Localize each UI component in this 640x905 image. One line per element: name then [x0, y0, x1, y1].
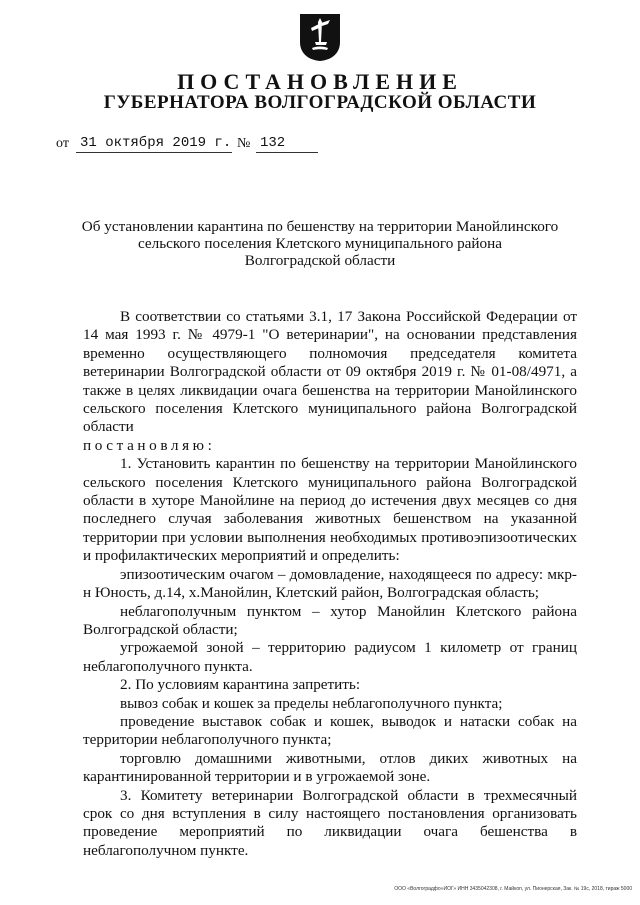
document-body	[83, 308, 577, 860]
number-prefix: №	[237, 136, 251, 151]
title-line: сельского поселения Клетского муниципального района	[137, 235, 503, 252]
printer-imprint: ООО «Волгоградфо»ИОГ» ИНН 3435042308, г. Майкоп, ул. Пионерская, Зак. № 19с, 2018, тираж 5000	[394, 886, 632, 892]
document-type-heading: ПОСТАНОВЛЕНИЕ	[177, 69, 463, 94]
epizootic-focus-paragraph: эпизоотическим очагом – домовладение, находящееся по адресу: мкр-н Юность, д.14, х.Манойлин, Клетский район, Волгоградская область;	[83, 565, 577, 602]
clause-1-paragraph: 1. Установить карантин по бешенству на территории Манойлинского сельского поселения Клетского муниципального района Волгоградской области в хуторе Манойлине на период до истечения двух месяцев со дня последнего случая заболевания животных бешенством на указанной территории при условии выполнения необходимых противоэпизоотических и профилактических мероприятий и определить:	[83, 455, 577, 565]
ban-trade-paragraph: торговлю домашними животными, отлов диких животных на карантинированной территории и в угрожаемой зоне.	[83, 749, 577, 786]
clause-3-paragraph: 3. Комитету ветеринарии Волгоградской области в трехмесячный срок со дня вступления в силу настоящего постановления организовать проведение мероприятий по ликвидации очага бешенства в неблагополучном пункте.	[83, 786, 577, 859]
clause-2-paragraph: 2. По условиям карантина запретить:	[120, 676, 361, 694]
issuer-heading: ГУБЕРНАТОРА ВОЛГОГРАДСКОЙ ОБЛАСТИ	[103, 92, 537, 113]
document-date: 31 октября 2019 г.	[76, 134, 232, 153]
date-prefix: от	[56, 136, 69, 151]
threatened-zone-paragraph: угрожаемой зоной – территорию радиусом 1 километр от границ неблагополучного пункта.	[83, 639, 577, 675]
document-number: 132	[256, 134, 318, 153]
title-line: Об установлении карантина по бешенству на территории Манойлинского	[81, 218, 559, 235]
title-line: Волгоградской области	[244, 252, 396, 269]
document-title	[60, 218, 580, 269]
unfavorable-point-paragraph: неблагополучным пунктом – хутор Манойлин Клетского района Волгоградской области;	[83, 602, 577, 638]
ban-exhibitions-paragraph: проведение выставок собак и кошек, выводок и натаски собак на территории неблагополучного пункта;	[83, 712, 577, 749]
preamble-paragraph: В соответствии со статьями 3.1, 17 Закона Российской Федерации от 14 мая 1993 г. № 4979-1 "О ветеринарии", на основании представления временно осуществляющего полномочия председателя комитета ветеринарии Волгоградской области от 09 октября 2019 г. № 01-08/4971, а также в целях ликвидации очага бешенства на территории Манойлинского сельского поселения Клетского муниципального района Волгоградской области	[83, 308, 577, 436]
volgograd-coat-of-arms-emblem	[297, 12, 343, 62]
ban-export-paragraph: вывоз собак и кошек за пределы неблагополучного пункта;	[120, 694, 503, 712]
decree-word: постановляю:	[83, 436, 216, 454]
